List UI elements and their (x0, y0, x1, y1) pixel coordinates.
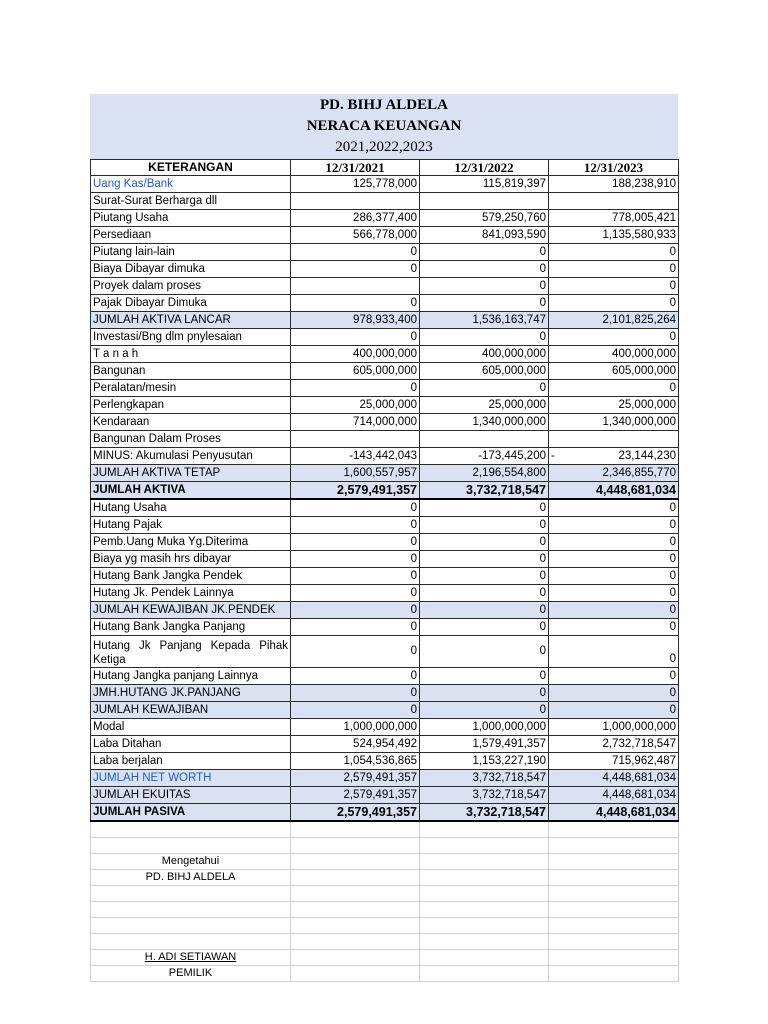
empty-cell[interactable] (420, 934, 549, 950)
cell-2021[interactable] (291, 278, 420, 295)
empty-cell[interactable] (291, 886, 420, 902)
cell-2023[interactable]: 605,000,000 (549, 363, 679, 380)
summary-row (91, 770, 679, 787)
cell-2021[interactable]: -143,442,043 (291, 448, 420, 465)
empty-cell[interactable] (549, 934, 679, 950)
cell-2022[interactable]: 0 (420, 261, 549, 278)
empty-cell[interactable] (291, 870, 420, 886)
row-label-line-1: Hutang Jk Panjang Kepada Pihak (93, 640, 288, 652)
cell-2022[interactable]: 1,000,000,000 (420, 719, 549, 736)
cell-2021[interactable]: 566,778,000 (291, 227, 420, 244)
cell-2023[interactable]: 0 (549, 278, 679, 295)
empty-row (91, 838, 679, 854)
empty-cell[interactable] (420, 838, 549, 854)
empty-cell[interactable] (549, 918, 679, 934)
cell-2022[interactable]: 0 (420, 380, 549, 397)
cell-2023[interactable]: 2,101,825,264 (549, 312, 679, 329)
summary-row (91, 685, 679, 702)
cell-2023[interactable]: 0 (549, 702, 679, 719)
cell-2021[interactable]: 400,000,000 (291, 346, 420, 363)
cell-2021[interactable]: 2,579,491,357 (291, 770, 420, 787)
column-header-2023[interactable]: 12/31/2023 (549, 160, 679, 176)
cell-2023[interactable]: 0 (549, 295, 679, 312)
cell-2022[interactable]: 0 (420, 244, 549, 261)
cell-2022[interactable]: 3,732,718,547 (420, 482, 549, 500)
cell-2021[interactable]: 0 (291, 261, 420, 278)
row-label[interactable]: Piutang Usaha (91, 210, 291, 227)
row-label[interactable]: Piutang lain-lain (91, 244, 291, 261)
cell-2021[interactable]: 125,778,000 (291, 176, 420, 193)
table-row (91, 668, 679, 685)
acknowledged-label[interactable]: Mengetahui (91, 854, 291, 870)
grand-total-row (91, 804, 679, 822)
column-header-2022[interactable]: 12/31/2022 (420, 160, 549, 176)
row-label[interactable]: Kendaraan (91, 414, 291, 431)
cell-2022[interactable]: 1,579,491,357 (420, 736, 549, 753)
signature-row (91, 950, 679, 966)
row-label[interactable]: MINUS: Akumulasi Penyusutan (91, 448, 291, 465)
report-years: 2021,2022,2023 (335, 139, 433, 155)
cell-2021[interactable]: 0 (291, 602, 420, 619)
negative-sign: - (551, 450, 555, 462)
table-row (91, 431, 679, 448)
cell-2021[interactable]: 0 (291, 568, 420, 585)
table-row (91, 499, 679, 517)
empty-cell[interactable] (291, 838, 420, 854)
cell-2022[interactable]: 0 (420, 568, 549, 585)
cell-2021[interactable]: 0 (291, 619, 420, 636)
cell-2023[interactable]: 4,448,681,034 (549, 804, 679, 822)
cell-2022[interactable]: 0 (420, 534, 549, 551)
empty-cell[interactable] (549, 821, 679, 838)
empty-cell[interactable] (549, 838, 679, 854)
empty-cell[interactable] (91, 934, 291, 950)
grand-total-row (91, 482, 679, 500)
cell-2023[interactable] (549, 448, 679, 465)
summary-row (91, 312, 679, 329)
empty-cell[interactable] (291, 821, 420, 838)
cell-2021[interactable]: 0 (291, 499, 420, 517)
cell-2023[interactable]: 0 (549, 329, 679, 346)
table-row (91, 193, 679, 210)
cell-2022[interactable]: 0 (420, 517, 549, 534)
table-row (91, 176, 679, 193)
row-label[interactable]: Hutang Bank Jangka Pendek (91, 568, 291, 585)
empty-row (91, 821, 679, 838)
row-label[interactable]: JUMLAH AKTIVA LANCAR (91, 312, 291, 329)
cell-2023[interactable]: 0 (549, 585, 679, 602)
cell-2021[interactable]: 0 (291, 585, 420, 602)
cell-2021[interactable]: 0 (291, 636, 420, 668)
row-label[interactable]: Bangunan (91, 363, 291, 380)
row-label[interactable]: Hutang Jk. Pendek Lainnya (91, 585, 291, 602)
cell-2021[interactable]: 2,579,491,357 (291, 482, 420, 500)
cell-2022[interactable]: 0 (420, 499, 549, 517)
empty-cell[interactable] (549, 950, 679, 966)
empty-cell[interactable] (91, 838, 291, 854)
cell-2021[interactable]: 0 (291, 329, 420, 346)
row-label[interactable]: Perlengkapan (91, 397, 291, 414)
cell-2023[interactable]: 188,238,910 (549, 176, 679, 193)
cell-2023[interactable]: 25,000,000 (549, 397, 679, 414)
cell-2022[interactable]: 605,000,000 (420, 363, 549, 380)
table-row (91, 329, 679, 346)
cell-2022[interactable]: 1,153,227,190 (420, 753, 549, 770)
empty-row (91, 934, 679, 950)
report-title: NERACA KEUANGAN (306, 118, 462, 134)
cell-2023[interactable]: 400,000,000 (549, 346, 679, 363)
cell-2023[interactable]: 2,346,855,770 (549, 465, 679, 482)
signature-row (91, 854, 679, 870)
table-row (91, 534, 679, 551)
cell-2021[interactable]: 0 (291, 295, 420, 312)
cell-2023[interactable]: 0 (549, 551, 679, 568)
table-row (91, 278, 679, 295)
cell-2021[interactable]: 714,000,000 (291, 414, 420, 431)
table-row (91, 346, 679, 363)
cell-2023[interactable]: 0 (549, 517, 679, 534)
summary-row (91, 465, 679, 482)
row-label[interactable]: Pemb.Uang Muka Yg.Diterima (91, 534, 291, 551)
cell-2021[interactable]: 286,377,400 (291, 210, 420, 227)
table-row (91, 448, 679, 465)
table-row (91, 753, 679, 770)
cell-2021[interactable]: 0 (291, 534, 420, 551)
balance-rows (91, 176, 679, 822)
row-label[interactable]: Bangunan Dalam Proses (91, 431, 291, 448)
summary-row (91, 702, 679, 719)
table-row (91, 568, 679, 585)
cell-2021[interactable]: 0 (291, 380, 420, 397)
table-row (91, 517, 679, 534)
cell-2021[interactable]: 978,933,400 (291, 312, 420, 329)
summary-row (91, 787, 679, 804)
cell-2021[interactable]: 0 (291, 244, 420, 261)
cell-2021[interactable]: 0 (291, 668, 420, 685)
cell-2023[interactable]: 0 (549, 534, 679, 551)
cell-2023[interactable]: 0 (549, 380, 679, 397)
signer-role[interactable]: PEMILIK (91, 966, 291, 982)
table-row (91, 380, 679, 397)
signer-name-text: H. ADI SETIAWAN (144, 951, 237, 963)
cell-2022[interactable] (420, 431, 549, 448)
cell-2021[interactable] (291, 431, 420, 448)
table-row (91, 227, 679, 244)
cell-2023[interactable] (549, 431, 679, 448)
cell-2022[interactable]: 0 (420, 702, 549, 719)
empty-cell[interactable] (420, 886, 549, 902)
empty-cell[interactable] (549, 854, 679, 870)
cell-2023[interactable]: 715,962,487 (549, 753, 679, 770)
cell-2023[interactable]: 778,005,421 (549, 210, 679, 227)
empty-cell[interactable] (291, 918, 420, 934)
empty-cell[interactable] (91, 886, 291, 902)
empty-row (91, 886, 679, 902)
cell-2023[interactable]: 0 (549, 499, 679, 517)
row-label[interactable]: JUMLAH NET WORTH (91, 770, 291, 787)
empty-cell[interactable] (91, 902, 291, 918)
cell-2022[interactable]: 115,819,397 (420, 176, 549, 193)
row-label[interactable]: Biaya Dibayar dimuka (91, 261, 291, 278)
cell-2021[interactable]: 25,000,000 (291, 397, 420, 414)
cell-2023[interactable] (549, 193, 679, 210)
empty-cell[interactable] (291, 966, 420, 982)
row-label[interactable]: Biaya yg masih hrs dibayar (91, 551, 291, 568)
empty-cell[interactable] (420, 918, 549, 934)
empty-row (91, 902, 679, 918)
cell-2021[interactable]: 605,000,000 (291, 363, 420, 380)
cell-2023[interactable]: 0 (549, 636, 679, 668)
cell-2021[interactable]: 2,579,491,357 (291, 804, 420, 822)
cell-2021[interactable]: 0 (291, 517, 420, 534)
cell-2022[interactable]: 3,732,718,547 (420, 770, 549, 787)
table-row (91, 585, 679, 602)
row-label[interactable]: Proyek dalam proses (91, 278, 291, 295)
cell-2022[interactable]: 0 (420, 619, 549, 636)
cell-2021[interactable]: 0 (291, 685, 420, 702)
row-label[interactable]: JUMLAH AKTIVA TETAP (91, 465, 291, 482)
cell-2023[interactable]: 4,448,681,034 (549, 770, 679, 787)
sheet-header (90, 94, 678, 159)
row-label[interactable]: Modal (91, 719, 291, 736)
row-label[interactable]: Hutang Usaha (91, 499, 291, 517)
cell-2022[interactable]: 0 (420, 685, 549, 702)
row-label[interactable]: Investasi/Bng dlm pnylesaian (91, 329, 291, 346)
cell-2022[interactable]: 0 (420, 585, 549, 602)
row-label[interactable]: Laba berjalan (91, 753, 291, 770)
cell-2023[interactable]: 4,448,681,034 (549, 482, 679, 500)
cell-2023[interactable]: 0 (549, 568, 679, 585)
signature-row (91, 966, 679, 982)
cell-2022[interactable]: 25,000,000 (420, 397, 549, 414)
signer-name[interactable] (91, 950, 291, 966)
row-label[interactable]: Hutang Bank Jangka Panjang (91, 619, 291, 636)
table-row (91, 244, 679, 261)
cell-2022[interactable]: 1,536,163,747 (420, 312, 549, 329)
row-label[interactable]: T a n a h (91, 346, 291, 363)
cell-2022[interactable]: 2,196,554,800 (420, 465, 549, 482)
cell-2021[interactable]: 1,054,536,865 (291, 753, 420, 770)
row-label[interactable]: JUMLAH AKTIVA (91, 482, 291, 500)
cell-2023[interactable]: 0 (549, 668, 679, 685)
cell-2023-value: 23,144,230 (618, 450, 676, 462)
column-header-row (91, 160, 679, 176)
cell-2022[interactable]: 3,732,718,547 (420, 787, 549, 804)
row-label[interactable]: JUMLAH PASIVA (91, 804, 291, 822)
table-row (91, 551, 679, 568)
cell-2022[interactable]: 0 (420, 668, 549, 685)
empty-cell[interactable] (549, 902, 679, 918)
empty-cell[interactable] (420, 821, 549, 838)
cell-2023[interactable]: 2,732,718,547 (549, 736, 679, 753)
cell-2023[interactable]: 0 (549, 602, 679, 619)
signature-block (91, 821, 679, 982)
cell-2022[interactable]: 579,250,760 (420, 210, 549, 227)
cell-2022[interactable]: 0 (420, 551, 549, 568)
row-label[interactable]: JUMLAH KEWAJIBAN (91, 702, 291, 719)
cell-2023[interactable]: 0 (549, 685, 679, 702)
cell-2022[interactable]: 0 (420, 602, 549, 619)
balance-sheet (90, 94, 678, 982)
cell-2023[interactable]: 0 (549, 244, 679, 261)
empty-cell[interactable] (549, 870, 679, 886)
row-label[interactable]: JUMLAH KEWAJIBAN JK.PENDEK (91, 602, 291, 619)
row-label[interactable]: Laba Ditahan (91, 736, 291, 753)
cell-2023[interactable]: 4,448,681,034 (549, 787, 679, 804)
cell-2022[interactable]: 841,093,590 (420, 227, 549, 244)
empty-cell[interactable] (549, 966, 679, 982)
empty-cell[interactable] (549, 886, 679, 902)
column-header-keterangan[interactable]: KETERANGAN (91, 160, 291, 176)
table-row (91, 736, 679, 753)
cell-2022[interactable]: 400,000,000 (420, 346, 549, 363)
cell-2021[interactable]: 1,600,557,957 (291, 465, 420, 482)
row-label[interactable]: Peralatan/mesin (91, 380, 291, 397)
row-label[interactable]: JMH.HUTANG JK.PANJANG (91, 685, 291, 702)
empty-cell[interactable] (91, 821, 291, 838)
cell-2022[interactable]: 3,732,718,547 (420, 804, 549, 822)
cell-2022[interactable]: 0 (420, 329, 549, 346)
table-row (91, 619, 679, 636)
row-label-line-2: Ketiga (93, 654, 126, 666)
cell-2022[interactable] (420, 193, 549, 210)
row-label[interactable]: Pajak Dibayar Dimuka (91, 295, 291, 312)
balance-table (90, 159, 679, 982)
empty-cell[interactable] (291, 934, 420, 950)
empty-cell[interactable] (91, 918, 291, 934)
cell-2022[interactable]: 1,340,000,000 (420, 414, 549, 431)
row-label[interactable]: Surat-Surat Berharga dll (91, 193, 291, 210)
cell-2023[interactable]: 0 (549, 261, 679, 278)
row-label[interactable]: Persediaan (91, 227, 291, 244)
row-label[interactable]: JUMLAH EKUITAS (91, 787, 291, 804)
cell-2023[interactable]: 1,340,000,000 (549, 414, 679, 431)
empty-cell[interactable] (420, 870, 549, 886)
row-label[interactable] (91, 636, 291, 668)
cell-2021[interactable]: 0 (291, 551, 420, 568)
cell-2022[interactable]: 0 (420, 278, 549, 295)
column-header-2021[interactable]: 12/31/2021 (291, 160, 420, 176)
signature-company[interactable]: PD. BIHJ ALDELA (91, 870, 291, 886)
cell-2022[interactable]: 0 (420, 295, 549, 312)
table-row (91, 363, 679, 380)
cell-2023[interactable]: 1,135,580,933 (549, 227, 679, 244)
table-row (91, 295, 679, 312)
row-label-uang-kas-bank[interactable]: Uang Kas/Bank (91, 176, 291, 193)
table-row (91, 414, 679, 431)
table-row (91, 636, 679, 668)
empty-cell[interactable] (291, 902, 420, 918)
row-label[interactable]: Hutang Pajak (91, 517, 291, 534)
signature-row (91, 870, 679, 886)
summary-row (91, 602, 679, 619)
table-row (91, 210, 679, 227)
cell-2021[interactable]: 0 (291, 702, 420, 719)
empty-cell[interactable] (291, 854, 420, 870)
cell-2021[interactable] (291, 193, 420, 210)
table-row (91, 397, 679, 414)
cell-2023[interactable]: 1,000,000,000 (549, 719, 679, 736)
table-row (91, 719, 679, 736)
cell-2021[interactable]: 1,000,000,000 (291, 719, 420, 736)
cell-2022[interactable]: -173,445,200 (420, 448, 549, 465)
cell-2023[interactable]: 0 (549, 619, 679, 636)
cell-2022[interactable]: 0 (420, 636, 549, 668)
empty-cell[interactable] (420, 950, 549, 966)
cell-2021[interactable]: 2,579,491,357 (291, 787, 420, 804)
cell-2021[interactable]: 524,954,492 (291, 736, 420, 753)
row-label[interactable]: Hutang Jangka panjang Lainnya (91, 668, 291, 685)
empty-cell[interactable] (291, 950, 420, 966)
empty-cell[interactable] (420, 902, 549, 918)
table-row (91, 261, 679, 278)
empty-cell[interactable] (420, 966, 549, 982)
empty-cell[interactable] (420, 854, 549, 870)
empty-row (91, 918, 679, 934)
company-name: PD. BIHJ ALDELA (320, 97, 448, 113)
